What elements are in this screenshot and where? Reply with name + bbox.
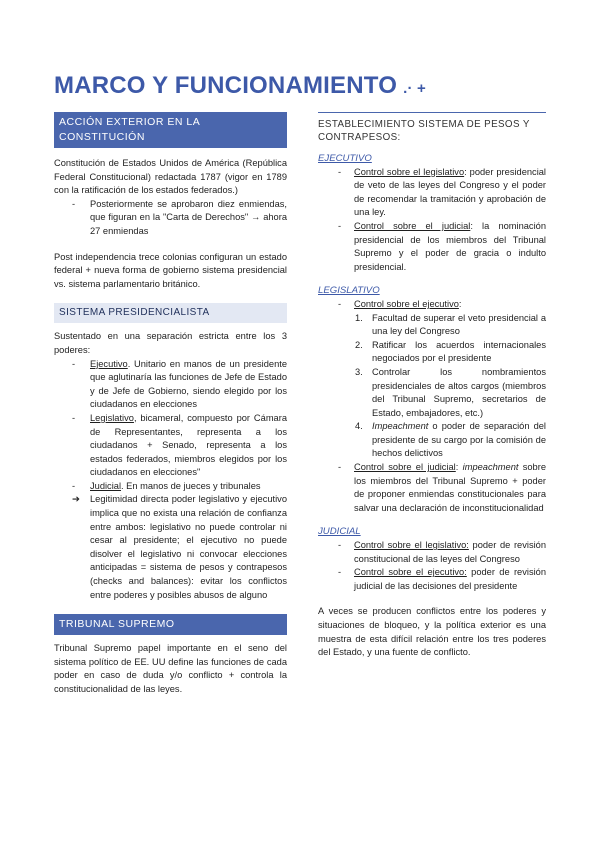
label-ejecutivo: Ejecutivo <box>90 358 128 369</box>
list-judicial <box>318 539 546 593</box>
list-item-text: Posteriormente se aprobaron diez enmiendas, que figuran en la "Carta de Derechos" → ahora 27 enmiendas <box>90 198 287 236</box>
numbered-item-text: o poder de separación del presidente de su cargo por la comisión de hechos delictivos <box>372 421 546 459</box>
label-judicial: Judicial <box>90 480 122 491</box>
text-legislativo: , bicameral, compuesto por Cámara de Representantes, representa a los ciudadanos + Senado, representa a los estados federados, miembros elegidos por los ciudadanos en elecciones" <box>90 412 287 478</box>
dash-marker: - <box>72 480 76 491</box>
label-control: Control sobre el judicial <box>354 462 456 473</box>
text-legitimidad: Legitimidad directa poder legislativo y ejecutivo implica que no exista una relación de confianza entre ambos: legislativo no puede controlar ni cesar al presidente; el ejecutivo no puede disolver el legislativo ni convocar elecciones anticipadas = sistema de pesos y contrapesos (checks and balances): evitar los conflictos entre poderes y posibles abusos de alguno <box>90 494 287 600</box>
list-item <box>318 539 546 566</box>
label-control: Control sobre el ejecutivo <box>354 298 459 309</box>
list-item <box>318 461 546 515</box>
dash-marker: - <box>72 358 76 369</box>
dash-marker: - <box>338 220 342 231</box>
list-ejecutivo <box>318 166 546 275</box>
numbered-item <box>318 339 546 366</box>
dash-marker: - <box>338 166 342 177</box>
label-control: Control sobre el judicial <box>354 220 471 231</box>
left-column <box>54 112 287 697</box>
numbered-item-italic: Impeachment <box>372 421 429 432</box>
numbered-item-text: Ratificar los acuerdos internacionales negociados por el presidente <box>372 339 546 364</box>
dash-marker: - <box>338 540 342 551</box>
section-heading-accion-exterior: ACCIÓN EXTERIOR EN LA CONSTITUCIÓN <box>54 112 287 148</box>
label-control: Control sobre el legislativo: <box>354 540 469 551</box>
list-item <box>318 566 546 593</box>
text-ejecutivo: . Unitario en manos de un presidente que aglutinaría las funciones de Jefe de Estado y de Jefe de Gobierno, siendo elegido por los ciudadanos en elecciones <box>90 358 287 410</box>
page-title <box>54 72 426 100</box>
arrow-icon: ➔ <box>72 494 80 505</box>
text-control: : <box>458 298 462 309</box>
dash-marker: - <box>72 198 76 209</box>
text-control: poder de revisión constitucional de las leyes del Congreso <box>354 540 546 564</box>
paragraph-conflictos: A veces se producen conflictos entre los poderes y situaciones de bloqueo, y la política exterior es una muestra de esta difícil relación entre los tres poderes del Estado, y una fuente de conflicto. <box>318 606 546 658</box>
section-heading-sistema-presidencialista: SISTEMA PRESIDENCIALISTA <box>54 303 287 323</box>
subheading-legislativo: LEGISLATIVO <box>318 285 380 297</box>
page-title-text: MARCO Y FUNCIONAMIENTO <box>54 72 398 99</box>
title-decoration: .· + <box>403 80 426 97</box>
label-legislativo: Legislativo <box>90 412 134 423</box>
number-marker: 4. <box>355 421 363 432</box>
text-judicial: . En manos de jueces y tribunales <box>121 480 261 491</box>
dash-marker: - <box>338 462 342 473</box>
text-colon: : <box>455 462 463 473</box>
text-control: : la nominación presidencial de los miembros del Tribunal Supremo y el poder de gracia o indulto presidencial. <box>354 220 546 272</box>
list-legislativo-judicial <box>318 461 546 515</box>
numbered-list-legislativo <box>318 312 546 462</box>
right-column <box>318 112 546 660</box>
list-item-ejecutivo <box>54 358 287 412</box>
text-impeachment: impeachment <box>462 462 519 473</box>
numbered-item-text: Controlar los nombramientos presidenciales de altos cargos (miembros del Tribunal Supremo, secretarios de Estado, embajadores, etc.) <box>372 366 546 418</box>
numbered-item <box>318 366 546 420</box>
numbered-item <box>318 420 546 461</box>
list-item <box>54 198 287 239</box>
dash-marker: - <box>338 298 342 309</box>
list-poderes <box>54 358 287 603</box>
text-control: sobre los miembros del Tribunal Supremo + poder de proponer enmiendas constitucionales para salvar una declaración de inconstitucionalidad <box>354 462 546 513</box>
text-control: : poder presidencial de veto de las leyes del Congreso y el poder de recomendar la tramitación y aprobación de una ley. <box>354 166 546 218</box>
list-item-legitimidad <box>54 493 287 602</box>
list-item-legislativo <box>54 412 287 480</box>
section-heading-tribunal-supremo: TRIBUNAL SUPREMO <box>54 614 287 635</box>
numbered-item <box>318 312 546 339</box>
list-item-judicial <box>54 480 287 494</box>
subheading-ejecutivo: EJECUTIVO <box>318 153 372 164</box>
paragraph-post-independencia: Post independencia trece colonias configuran un estado federal + nueva forma de gobierno sistema presidencial vs. sistema parlamentario británico. <box>54 251 287 289</box>
number-marker: 1. <box>355 312 363 323</box>
list-legislativo <box>318 298 546 312</box>
dash-marker: - <box>338 567 342 578</box>
subheading-judicial: JUDICIAL <box>318 526 361 538</box>
list-enmiendas <box>54 198 287 239</box>
label-control: Control sobre el ejecutivo: <box>354 567 467 578</box>
paragraph-constitucion: Constitución de Estados Unidos de América (República Federal Constitucional) redactada 1787 (vigor en 1789 con la ratificación de los estados federados.) <box>54 158 287 196</box>
paragraph-tribunal-supremo: Tribunal Supremo papel importante en el seno del sistema político de EE. UU define las funciones de cada poder en caso de duda y/o conflicto + controla la constitucionalidad de las leyes. <box>54 643 287 694</box>
number-marker: 3. <box>355 366 363 377</box>
label-control: Control sobre el legislativo <box>354 166 465 177</box>
text-control: poder de revisión judicial de las decisiones del presidente <box>354 567 546 591</box>
numbered-item-text: Facultad de superar el veto presidencial a una ley del Congreso <box>372 312 546 337</box>
section-heading-pesos-contrapesos: ESTABLECIMIENTO SISTEMA DE PESOS Y CONTRAPESOS: <box>318 112 546 144</box>
list-item <box>318 298 546 312</box>
paragraph-separacion-poderes: Sustentado en una separación estricta entre los 3 poderes: <box>54 331 287 355</box>
number-marker: 2. <box>355 339 363 350</box>
list-item <box>318 220 546 274</box>
dash-marker: - <box>72 412 76 423</box>
list-item <box>318 166 546 220</box>
